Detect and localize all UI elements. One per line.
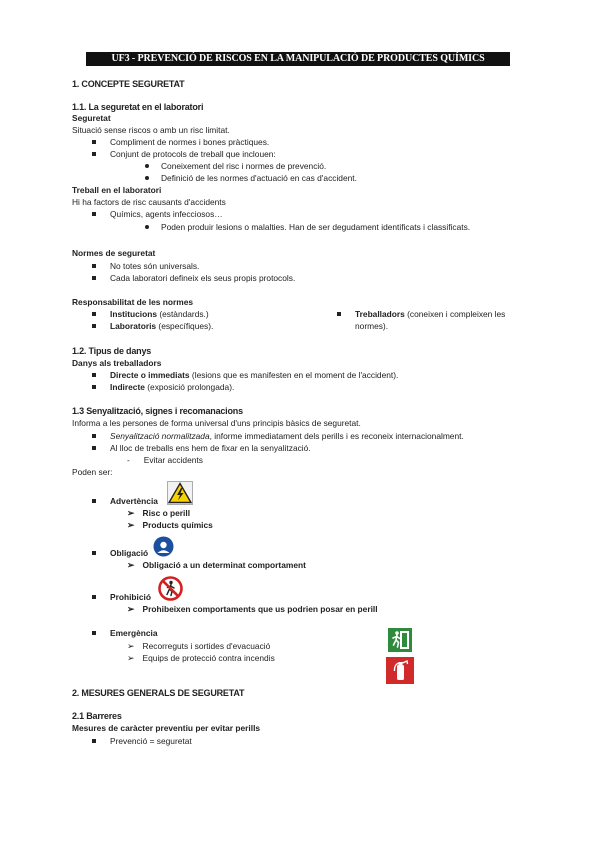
mesures-label: Mesures de caràcter preventiu per evitar perills <box>72 723 261 733</box>
subsection-1-1-heading: 1.1. La seguretat en el laboratori <box>72 102 204 112</box>
list-item <box>337 309 505 320</box>
sign-category-label: Emergència <box>110 628 158 638</box>
square-bullet-icon <box>92 373 96 377</box>
sign-category-prohibicio <box>92 592 151 603</box>
list-item <box>145 222 470 233</box>
list-item-text: (coneixen i compleixen les <box>404 309 506 319</box>
square-bullet-icon <box>92 499 96 503</box>
list-item-text: Cada laboratori defineix els seus propis protocols. <box>110 273 296 283</box>
square-bullet-icon <box>92 551 96 555</box>
square-bullet-icon <box>92 152 96 156</box>
list-item-text: (exposició prolongada). <box>144 382 235 392</box>
warning-sign-icon <box>167 481 193 505</box>
section-2-heading: 2. MESURES GENERALS DE SEGURETAT <box>72 688 245 698</box>
list-item-text: Recorreguts i sortides d'evacuació <box>142 641 271 651</box>
treball-label: Treball en el laboratori <box>72 185 162 195</box>
list-item <box>145 161 326 172</box>
list-item-text: Products químics <box>142 520 213 530</box>
list-item-text: (lesions que es manifesten en el moment de l'accident). <box>189 370 399 380</box>
prohibition-sign-icon <box>158 576 183 601</box>
list-item-bold: Directe o immediats <box>110 370 190 380</box>
list-item <box>127 508 190 519</box>
square-bullet-icon <box>92 446 96 450</box>
dash-bullet-icon: - <box>127 455 130 465</box>
list-item <box>92 149 276 160</box>
square-bullet-icon <box>92 739 96 743</box>
square-bullet-icon <box>92 385 96 389</box>
list-item <box>92 209 223 220</box>
square-bullet-icon <box>92 595 96 599</box>
list-item-text: Obligació a un determinat comportament <box>142 560 306 570</box>
list-item <box>127 604 378 615</box>
sign-category-label: Prohibició <box>110 592 151 602</box>
square-bullet-icon <box>92 140 96 144</box>
list-item-text: Evitar accidents <box>143 455 203 465</box>
list-item-text: Risc o perill <box>142 508 191 518</box>
sign-category-emergencia <box>92 628 157 639</box>
list-item <box>92 431 464 442</box>
list-item-text: Conjunt de protocols de treball que inclouen: <box>110 149 276 159</box>
list-item-bold: Institucions <box>110 309 157 319</box>
list-item <box>127 641 270 652</box>
sign-category-obligacio <box>92 548 148 559</box>
arrow-bullet-icon: ➢ <box>127 653 135 663</box>
sign-category-label: Obligació <box>110 548 149 558</box>
square-bullet-icon <box>92 434 96 438</box>
list-item <box>92 382 234 393</box>
list-item-text: , informe immediatament dels perills i es reconeix internacionalment. <box>209 431 464 441</box>
emergency-exit-sign-icon <box>388 628 412 652</box>
list-item-text: Compliment de normes i bones pràctiques. <box>110 137 270 147</box>
square-bullet-icon <box>92 631 96 635</box>
sign-category-label: Advertència <box>110 496 158 506</box>
list-item <box>92 321 213 332</box>
seguretat-label: Seguretat <box>72 113 111 123</box>
normes-label: Normes de seguretat <box>72 248 156 258</box>
square-bullet-icon <box>92 212 96 216</box>
poden-ser-text: Poden ser: <box>72 467 113 477</box>
list-item-text: (estàndards.) <box>157 309 209 319</box>
list-item-bold: Treballadors <box>355 309 405 319</box>
arrow-bullet-icon: ➢ <box>127 560 135 570</box>
list-item <box>92 370 398 381</box>
list-item <box>127 455 203 466</box>
subsection-2-1-heading: 2.1 Barreres <box>72 711 122 721</box>
list-item-text: Coneixement del risc i normes de prevenció. <box>161 161 327 171</box>
arrow-bullet-icon: ➢ <box>127 520 135 530</box>
arrow-bullet-icon: ➢ <box>127 508 135 518</box>
square-bullet-icon <box>92 264 96 268</box>
list-item <box>127 520 213 531</box>
square-bullet-icon <box>92 312 96 316</box>
sign-category-advertencia <box>92 496 158 507</box>
dot-bullet-icon <box>145 164 149 168</box>
list-item-text: Al lloc de treballs ens hem de fixar en la senyalització. <box>110 443 311 453</box>
list-item <box>127 653 275 664</box>
list-item <box>92 309 209 320</box>
arrow-bullet-icon: ➢ <box>127 604 135 614</box>
responsabilitat-label: Responsabilitat de les normes <box>72 297 194 307</box>
list-item <box>92 273 295 284</box>
list-item <box>92 443 311 454</box>
list-item-italic: Senyalització normalitzada <box>110 431 210 441</box>
list-item-bold: Indirecte <box>110 382 145 392</box>
list-item <box>92 137 269 148</box>
list-item-text: No totes són universals. <box>110 261 200 271</box>
list-item-text: Prohibeixen comportaments que us podrien posar en perill <box>142 604 378 614</box>
list-item-text: Equips de protecció contra incendis <box>142 653 275 663</box>
arrow-bullet-icon: ➢ <box>127 641 135 651</box>
fire-extinguisher-sign-icon <box>386 657 414 684</box>
list-item-text: Químics, agents infecciosos… <box>110 209 223 219</box>
square-bullet-icon <box>92 324 96 328</box>
danys-label: Danys als treballadors <box>72 358 162 368</box>
subsection-1-2-heading: 1.2. Tipus de danys <box>72 346 152 356</box>
list-item-text: Poden produir lesions o malalties. Han de ser degudament identificats i classificats. <box>161 222 471 232</box>
list-item-bold: Laboratoris <box>110 321 157 331</box>
square-bullet-icon <box>337 312 341 316</box>
dot-bullet-icon <box>145 225 149 229</box>
document-title: UF3 - PREVENCIÓ DE RISCOS EN LA MANIPULACIÓ DE PRODUCTES QUÍMICS <box>86 52 510 66</box>
list-item <box>92 736 192 747</box>
section-1-heading: 1. CONCEPTE SEGURETAT <box>72 79 185 89</box>
mandatory-sign-icon <box>153 536 174 557</box>
treball-definition: Hi ha factors de risc causants d'accidents <box>72 197 226 207</box>
seguretat-definition: Situació sense riscos o amb un risc limitat. <box>72 125 230 135</box>
list-item-text: (específiques). <box>156 321 214 331</box>
square-bullet-icon <box>92 276 96 280</box>
subsection-1-3-heading: 1.3 Senyalització, signes i recomanacions <box>72 406 243 416</box>
dot-bullet-icon <box>145 176 149 180</box>
list-item-text: Prevenció = seguretat <box>110 736 192 746</box>
list-item <box>127 560 306 571</box>
list-item-text: Definició de les normes d'actuació en cas d'accident. <box>161 173 357 183</box>
informa-text: Informa a les persones de forma universal d'uns principis bàsics de seguretat. <box>72 418 361 428</box>
list-item <box>92 261 199 272</box>
list-item <box>145 173 357 184</box>
list-item-continuation: normes). <box>355 321 389 331</box>
